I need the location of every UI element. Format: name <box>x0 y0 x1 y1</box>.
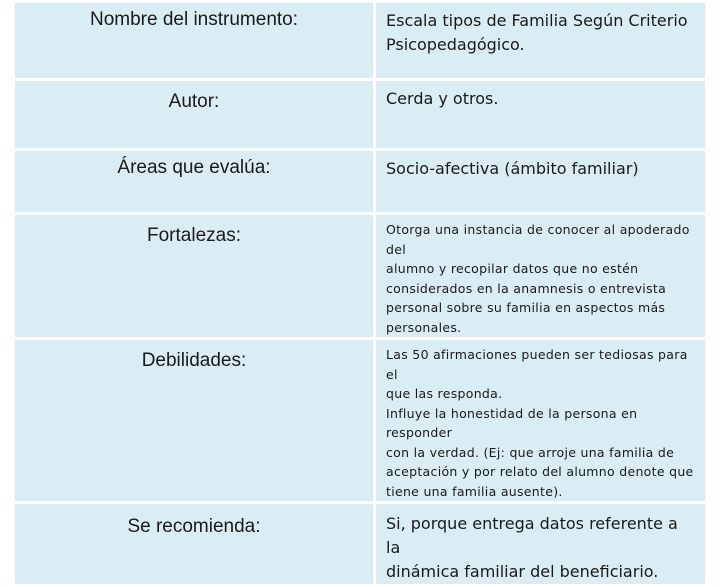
value-line: Otorga una instancia de conocer al apoderado del <box>386 222 690 257</box>
value-areas <box>375 150 707 214</box>
value-line: aceptación y por relato del alumno denote que <box>386 464 694 479</box>
value-line: personales. <box>386 319 462 335</box>
value-line: alumno y recopilar datos que no estén <box>386 261 639 276</box>
value-weaknesses <box>375 339 707 503</box>
table-row-weaknesses <box>14 339 707 503</box>
value-line: considerados en la anamnesis o entrevista <box>386 280 667 296</box>
value-instrument-name <box>375 2 707 80</box>
instrument-info-table <box>12 0 708 587</box>
value-line: Influye la honestidad de la persona en responder <box>386 405 638 440</box>
label-strengths: Fortalezas: <box>14 214 375 339</box>
value-line: dinámica familiar del beneficiario. <box>386 562 659 581</box>
table-row-instrument-name <box>14 2 707 80</box>
value-line: Si, porque entrega datos referente a la <box>386 514 678 557</box>
value-author <box>375 80 707 150</box>
value-line: tiene una familia ausente). <box>386 483 563 499</box>
value-line: que las responda. <box>386 386 503 401</box>
table-row-strengths <box>14 214 707 339</box>
table-row-recommend <box>14 503 707 586</box>
value-line: Psicopedagógico. <box>386 35 525 54</box>
value-line: Socio-afectiva (ámbito familiar) <box>386 159 639 178</box>
label-areas: Áreas que evalúa: <box>14 150 375 214</box>
value-line: personal sobre su familia en aspectos más <box>386 300 666 315</box>
table-row-author <box>14 80 707 150</box>
value-strengths <box>375 214 707 339</box>
table-row-areas <box>14 150 707 214</box>
value-recommend <box>375 503 707 586</box>
value-line: con la verdad. (Ej: que arroje una familia de <box>386 444 675 460</box>
label-recommend: Se recomienda: <box>14 503 375 586</box>
value-line: Escala tipos de Familia Según Criterio <box>386 11 688 30</box>
value-line: Cerda y otros. <box>386 89 499 108</box>
label-weaknesses: Debilidades: <box>14 339 375 503</box>
label-author: Autor: <box>14 80 375 150</box>
label-instrument-name: Nombre del instrumento: <box>14 2 375 80</box>
value-line: Las 50 afirmaciones pueden ser tediosas para el <box>386 347 688 382</box>
